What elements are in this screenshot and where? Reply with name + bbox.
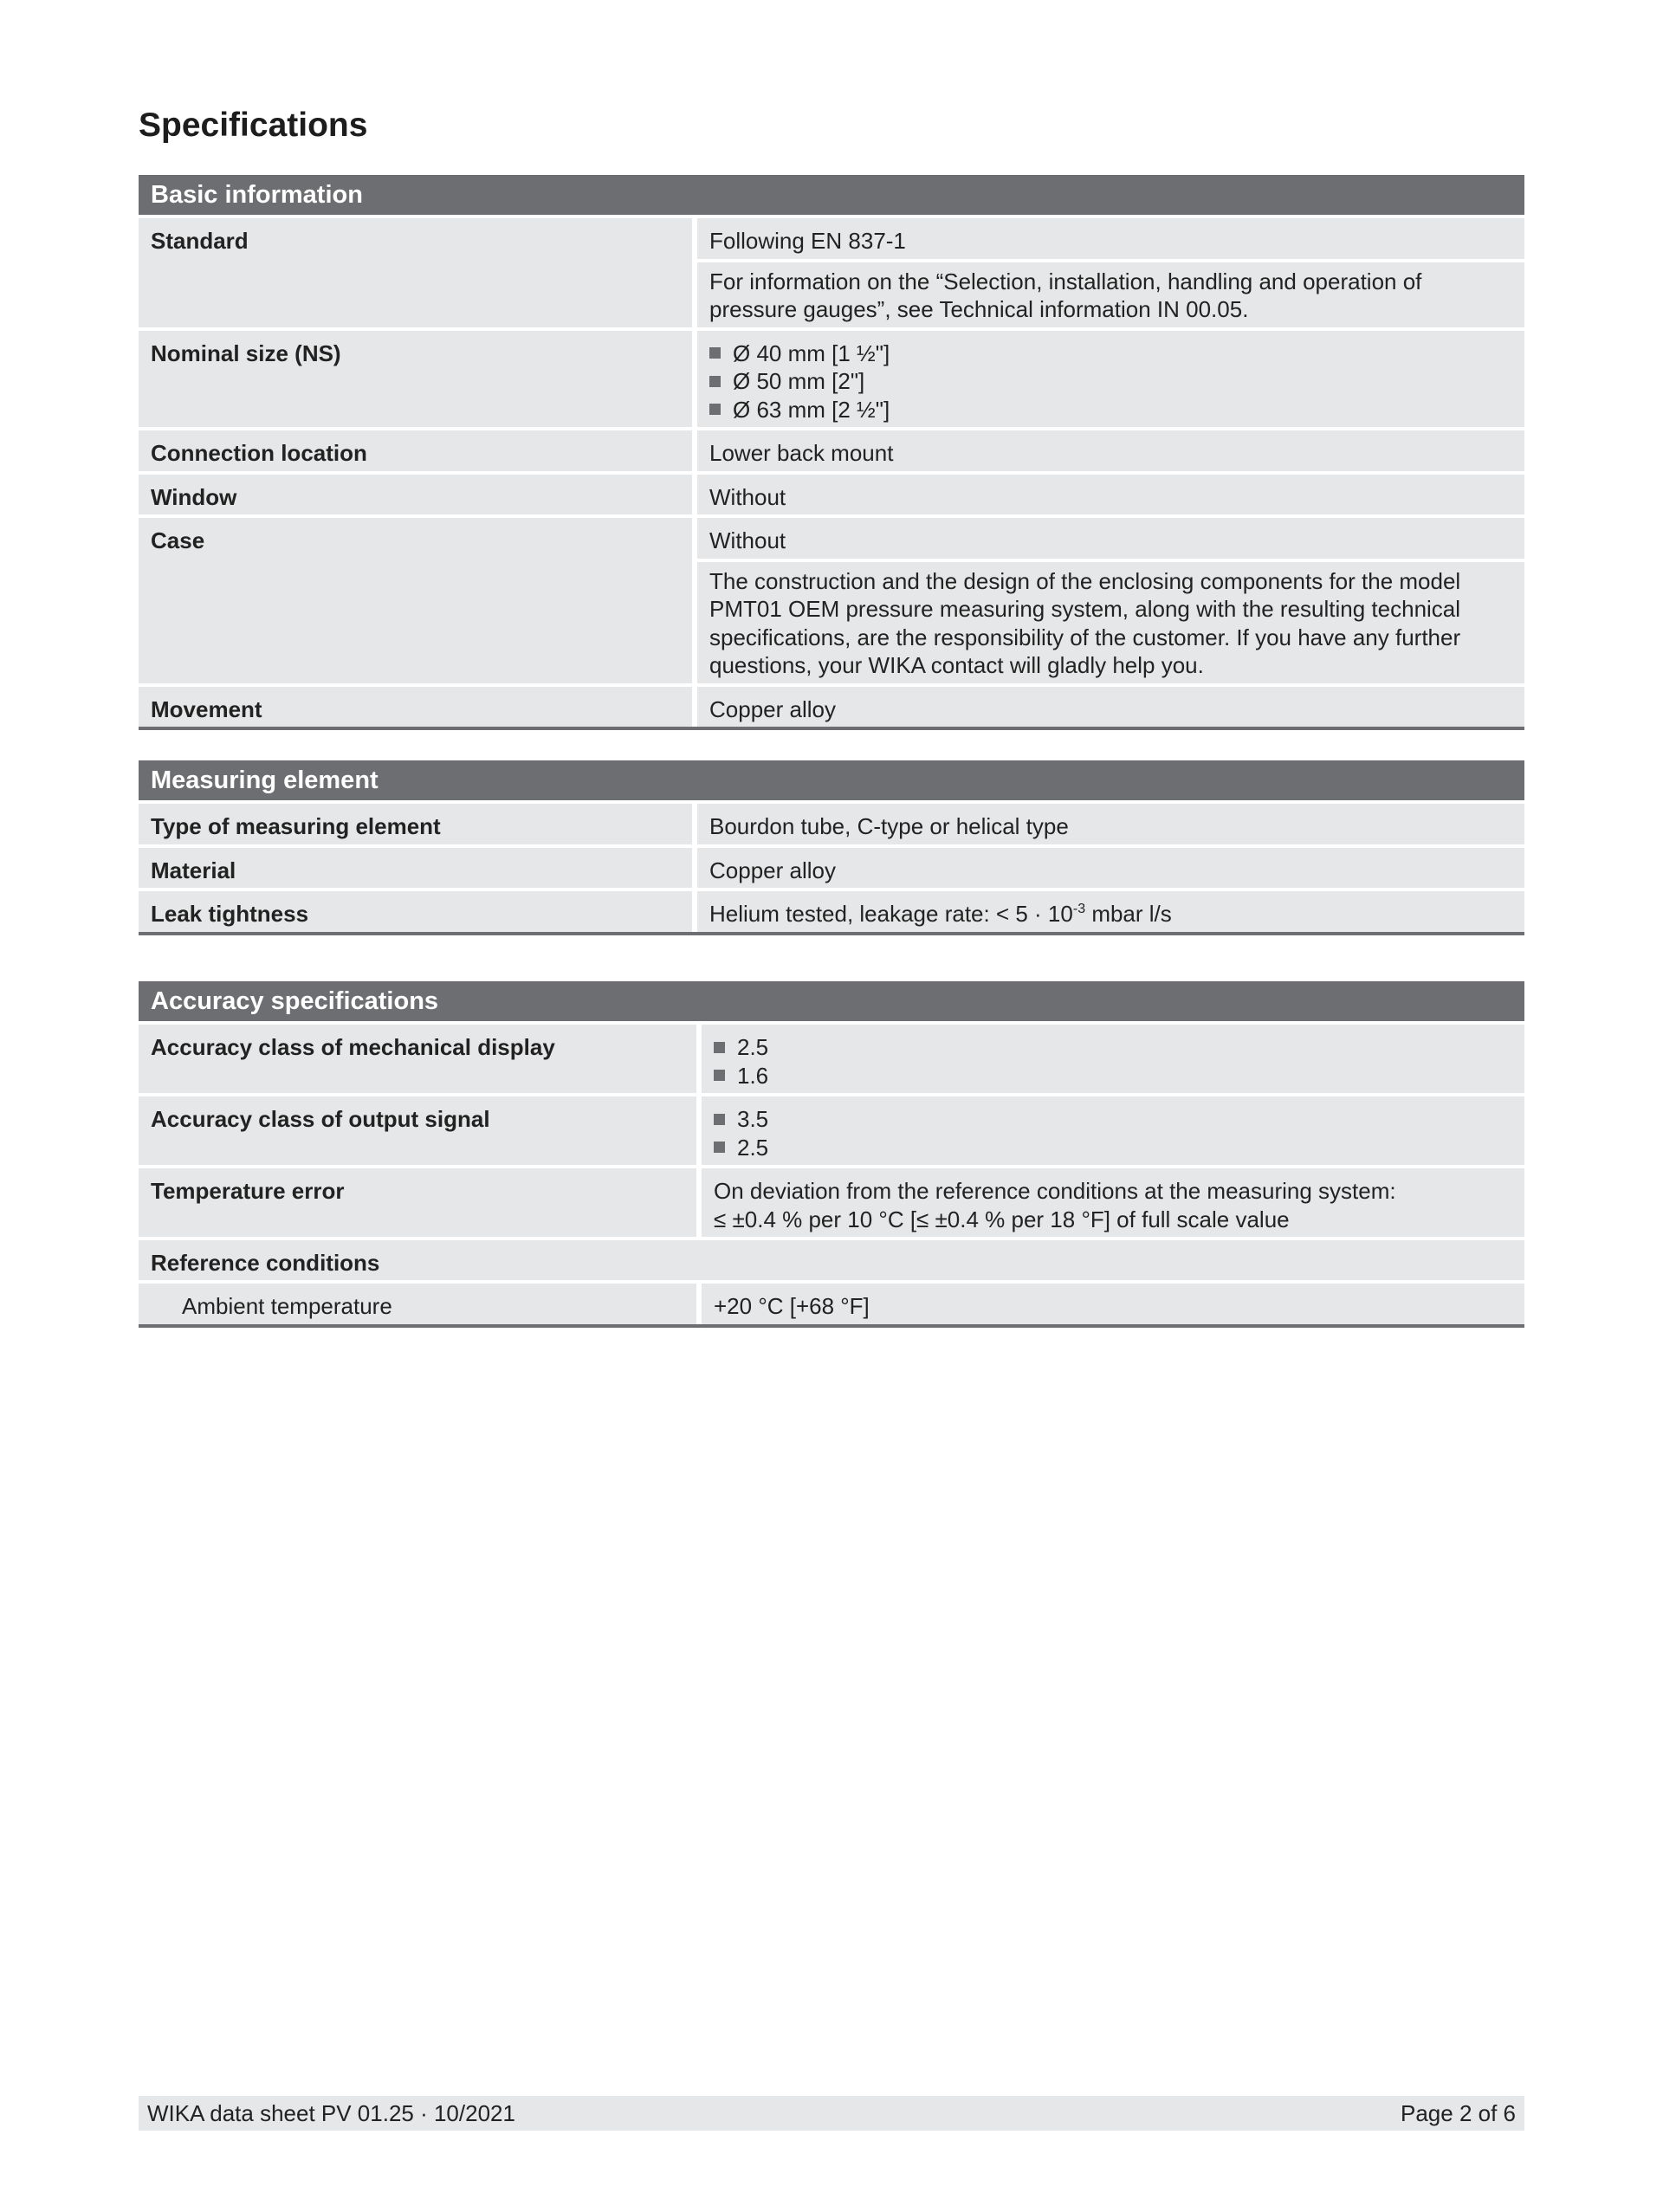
row-value bbox=[697, 331, 1524, 428]
section-header: Accuracy specifications bbox=[139, 981, 1524, 1021]
footer-page-number: Page 2 of 6 bbox=[1401, 2099, 1516, 2126]
bullet-text: Ø 40 mm [1 ½"] bbox=[733, 340, 890, 366]
table-row bbox=[139, 475, 1524, 515]
table-row bbox=[139, 1240, 1524, 1280]
square-bullet-icon bbox=[709, 347, 721, 359]
square-bullet-icon bbox=[709, 404, 721, 415]
row-label: Standard bbox=[139, 218, 692, 327]
row-label: Accuracy class of output signal bbox=[139, 1096, 696, 1165]
square-bullet-icon bbox=[709, 376, 721, 387]
table-row bbox=[139, 804, 1524, 844]
row-value: +20 °C [+68 °F] bbox=[702, 1284, 1524, 1324]
section-header: Measuring element bbox=[139, 760, 1524, 800]
row-value: Lower back mount bbox=[697, 430, 1524, 471]
row-value: Following EN 837-1 bbox=[697, 218, 1524, 259]
leak-rate-exponent: -3 bbox=[1072, 902, 1086, 916]
footer-document-id: WIKA data sheet PV 01.25 · 10/2021 bbox=[147, 2099, 515, 2126]
page-footer bbox=[139, 2096, 1524, 2131]
table-row bbox=[139, 1025, 1524, 1093]
table-row bbox=[139, 218, 1524, 327]
row-value bbox=[697, 891, 1524, 932]
table-row bbox=[139, 1096, 1524, 1165]
leak-rate-unit: mbar l/s bbox=[1085, 901, 1172, 927]
row-label: Leak tightness bbox=[139, 891, 692, 932]
row-value: Without bbox=[697, 518, 1524, 559]
row-value: For information on the “Selection, installation, handling and operation of pressure gauges”, see Technical information IN 00.05. bbox=[697, 262, 1524, 327]
row-value: Bourdon tube, C-type or helical type bbox=[697, 804, 1524, 844]
square-bullet-icon bbox=[714, 1142, 725, 1153]
table-row bbox=[139, 1168, 1524, 1237]
table-row bbox=[139, 518, 1524, 683]
bullet-text: 3.5 bbox=[737, 1106, 769, 1132]
square-bullet-icon bbox=[714, 1114, 725, 1125]
bullet-text: 2.5 bbox=[737, 1034, 769, 1060]
table-row bbox=[139, 891, 1524, 932]
row-label: Material bbox=[139, 848, 692, 889]
row-value bbox=[702, 1096, 1524, 1165]
table-row bbox=[139, 687, 1524, 728]
table-row bbox=[139, 1284, 1524, 1324]
row-value bbox=[702, 1025, 1524, 1093]
row-label: Accuracy class of mechanical display bbox=[139, 1025, 696, 1093]
row-label: Case bbox=[139, 518, 692, 683]
row-value bbox=[702, 1168, 1524, 1237]
table-row bbox=[139, 331, 1524, 428]
row-label: Nominal size (NS) bbox=[139, 331, 692, 428]
value-line: On deviation from the reference conditions at the measuring system: bbox=[714, 1178, 1396, 1204]
section-header: Basic information bbox=[139, 175, 1524, 215]
bullet-text: 1.6 bbox=[737, 1062, 769, 1089]
table-row bbox=[139, 848, 1524, 889]
row-label: Window bbox=[139, 475, 692, 515]
bullet-text: 2.5 bbox=[737, 1134, 769, 1161]
row-label: Connection location bbox=[139, 430, 692, 471]
table-row bbox=[139, 430, 1524, 471]
value-line: ≤ ±0.4 % per 10 °C [≤ ±0.4 % per 18 °F] of full scale value bbox=[714, 1206, 1290, 1232]
bullet-text: Ø 63 mm [2 ½"] bbox=[733, 396, 890, 423]
row-label: Movement bbox=[139, 687, 692, 728]
row-value: Copper alloy bbox=[697, 848, 1524, 889]
square-bullet-icon bbox=[714, 1070, 725, 1081]
square-bullet-icon bbox=[714, 1042, 725, 1053]
row-value: The construction and the design of the enclosing components for the model PMT01 OEM pressure measuring system, along with the resulting technical specifications, are the responsibility of the customer. If you have any further questions, your WIKA contact will gladly help you. bbox=[697, 562, 1524, 683]
leak-rate-prefix: Helium tested, leakage rate: < 5 · 10 bbox=[709, 901, 1073, 927]
row-value: Without bbox=[697, 475, 1524, 515]
page-title: Specifications bbox=[139, 107, 368, 144]
measuring-element-section bbox=[139, 760, 1524, 935]
accuracy-specifications-section bbox=[139, 981, 1524, 1328]
bullet-text: Ø 50 mm [2"] bbox=[733, 368, 865, 394]
row-value: Copper alloy bbox=[697, 687, 1524, 728]
row-label: Temperature error bbox=[139, 1168, 696, 1237]
row-label: Ambient temperature bbox=[139, 1284, 696, 1324]
basic-information-section bbox=[139, 175, 1524, 730]
row-label: Reference conditions bbox=[139, 1240, 1524, 1280]
row-label: Type of measuring element bbox=[139, 804, 692, 844]
